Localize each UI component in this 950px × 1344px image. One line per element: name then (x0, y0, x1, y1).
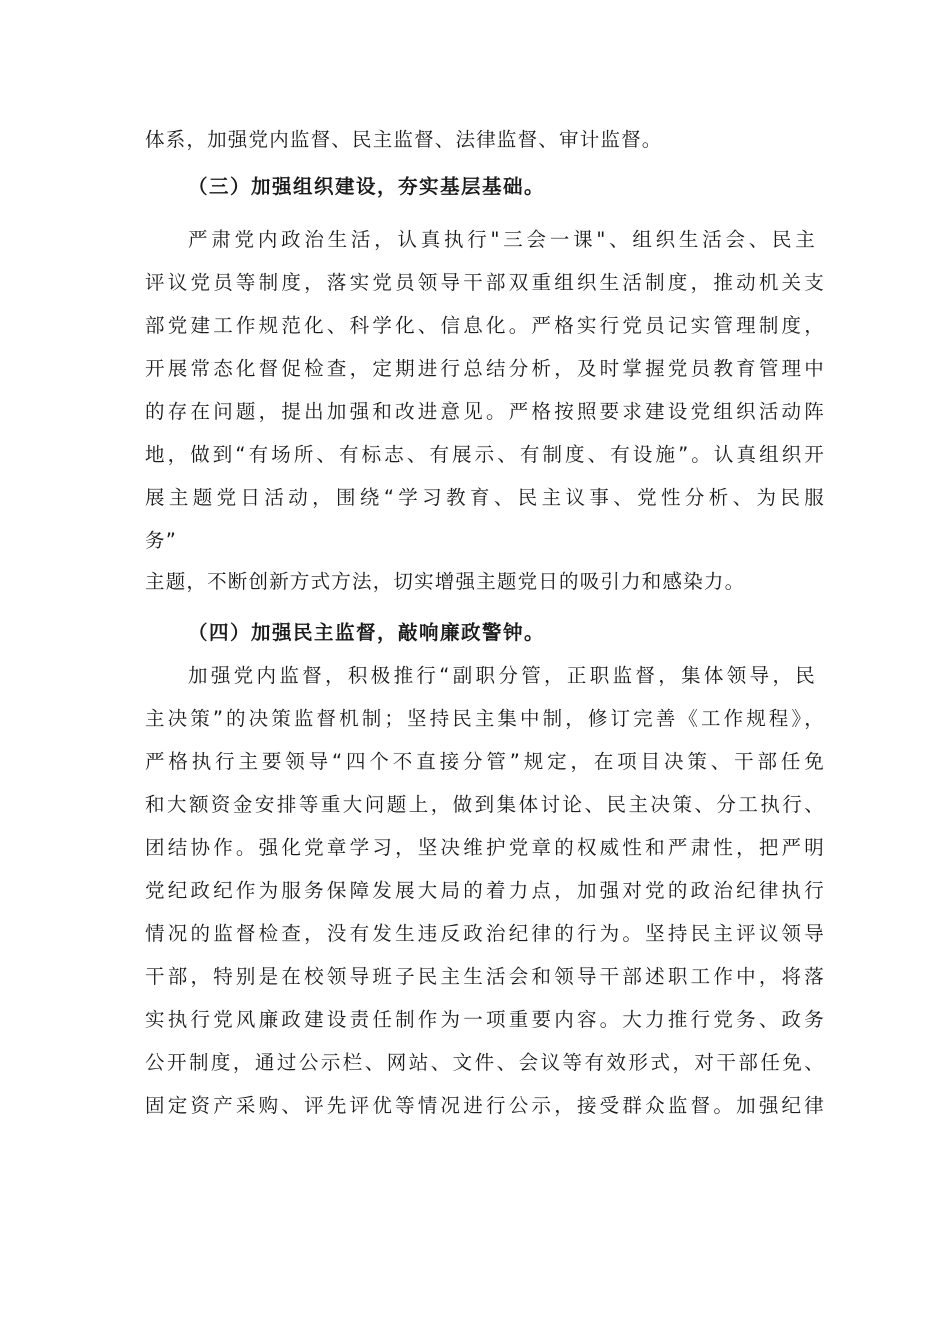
paragraph-line: 党纪政纪作为服务保障发展大局的着力点，加强对党的政治纪律执行 (145, 879, 825, 902)
section-heading: （四）加强民主监督，敲响廉政警钟。 (188, 621, 546, 644)
paragraph-line: 展主题党日活动，围绕“学习教育、民主议事、党性分析、为民服 (145, 486, 825, 509)
paragraph-line: 地，做到“有场所、有标志、有展示、有制度、有设施”。认真组织开 (145, 443, 825, 466)
paragraph-line: 固定资产采购、评先评优等情况进行公示，接受群众监督。加强纪律 (145, 1094, 825, 1117)
paragraph-line: 务” (145, 529, 178, 552)
paragraph-line: 评议党员等制度，落实党员领导干部双重组织生活制度，推动机关支 (145, 271, 825, 294)
paragraph-line: 部党建工作规范化、科学化、信息化。严格实行党员记实管理制度， (145, 314, 825, 337)
paragraph-line: 和大额资金安排等重大问题上，做到集体讨论、民主决策、分工执行、 (145, 793, 825, 816)
paragraph-line: 严肃党内政治生活，认真执行"三会一课"、组织生活会、民主 (188, 228, 816, 251)
paragraph-line: 体系，加强党内监督、民主监督、法律监督、审计监督。 (145, 128, 663, 151)
paragraph-line: 干部，特别是在校领导班子民主生活会和领导干部述职工作中，将落 (145, 965, 825, 988)
section-heading: （三）加强组织建设，夯实基层基础。 (188, 175, 546, 198)
paragraph-line: 加强党内监督，积极推行“副职分管，正职监督，集体领导，民 (188, 664, 816, 687)
paragraph-line: 主题，不断创新方式方法，切实增强主题党日的吸引力和感染力。 (145, 570, 746, 593)
paragraph-line: 实执行党风廉政建设责任制作为一项重要内容。大力推行党务、政务 (145, 1008, 825, 1031)
paragraph-line: 严格执行主要领导“四个不直接分管”规定，在项目决策、干部任免 (145, 750, 825, 773)
paragraph-line: 主决策”的决策监督机制；坚持民主集中制，修订完善《工作规程》， (145, 707, 825, 730)
paragraph-line: 开展常态化督促检查，定期进行总结分析，及时掌握党员教育管理中 (145, 357, 825, 380)
paragraph-line: 情况的监督检查，没有发生违反政治纪律的行为。坚持民主评议领导 (145, 922, 825, 945)
paragraph-line: 公开制度，通过公示栏、网站、文件、会议等有效形式，对干部任免、 (145, 1051, 825, 1074)
paragraph-line: 团结协作。强化党章学习，坚决维护党章的权威性和严肃性，把严明 (145, 836, 825, 859)
paragraph-line: 的存在问题，提出加强和改进意见。严格按照要求建设党组织活动阵 (145, 400, 825, 423)
